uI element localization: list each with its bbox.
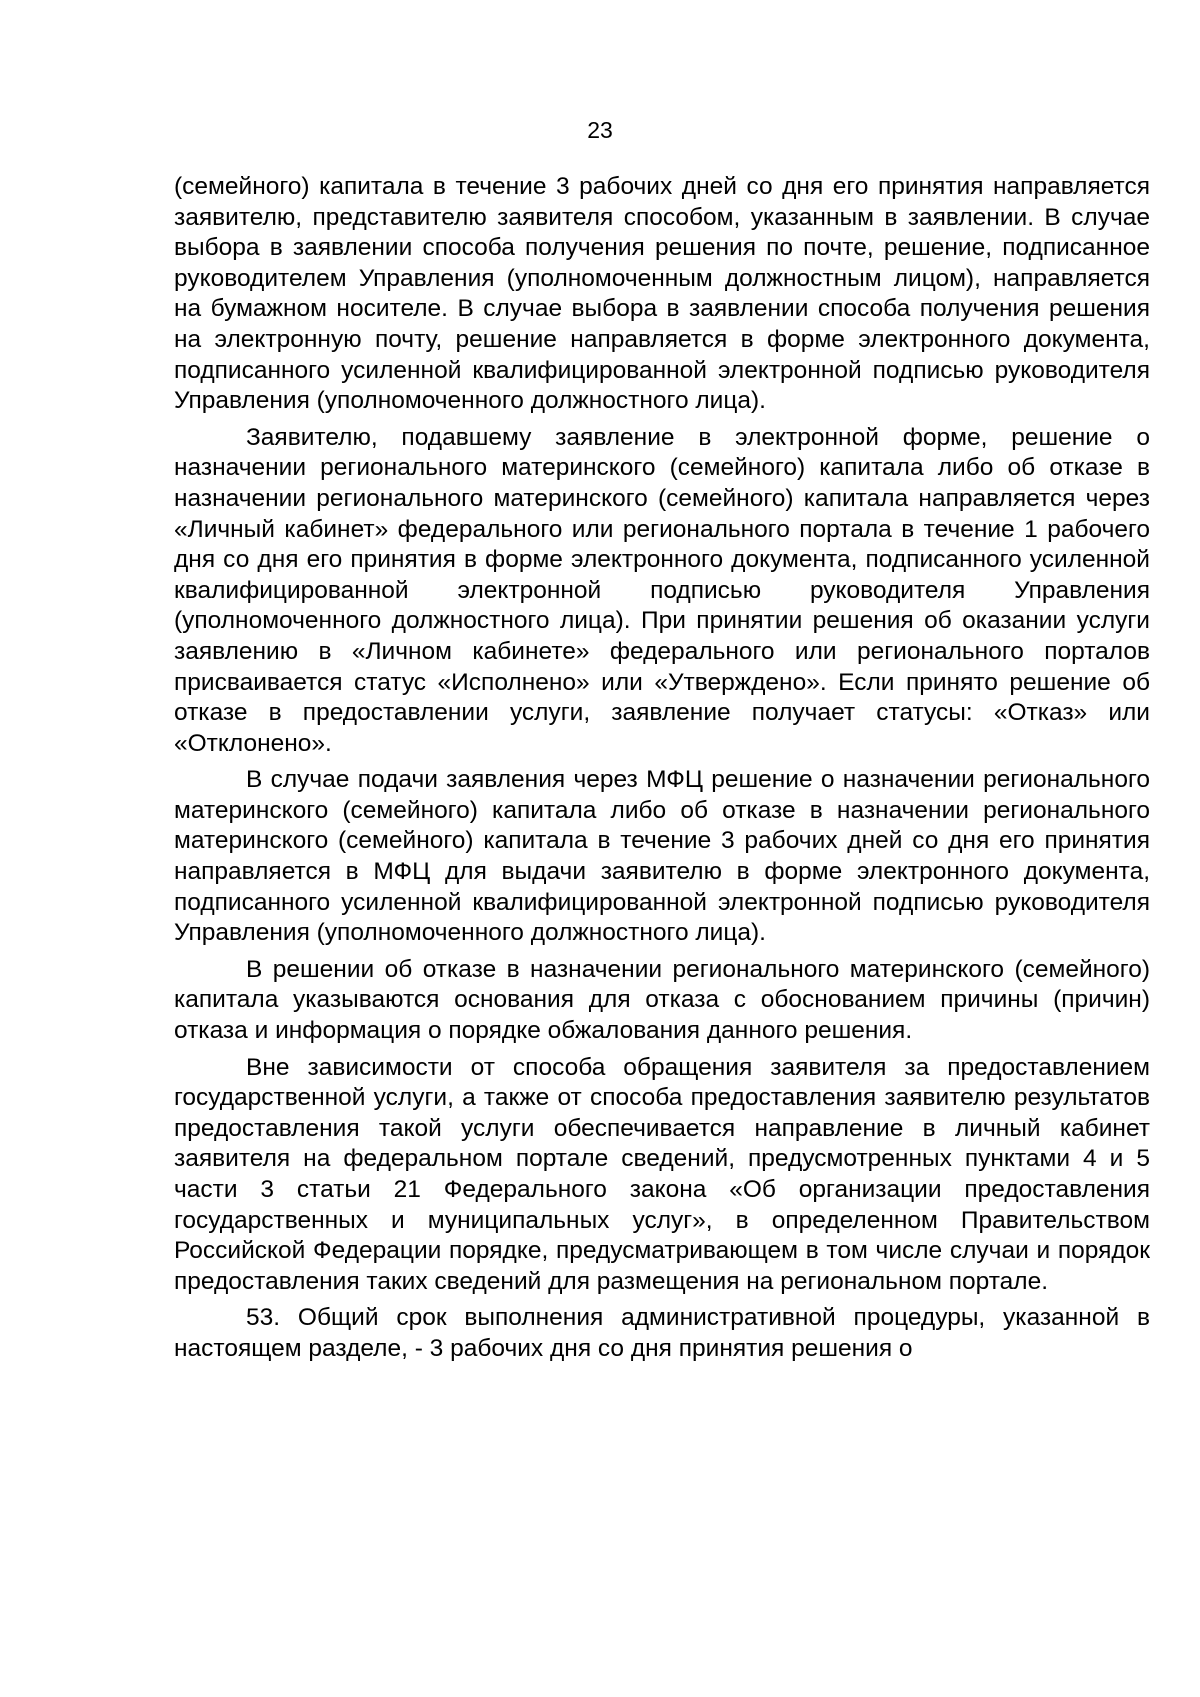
document-body [174,172,1150,1371]
page-number: 23 [587,117,613,143]
paragraph-5: Вне зависимости от способа обращения заявителя за предоставлением государственной услуги, а также от способа предоставления заявителю результатов предоставления такой услуги обеспечивается направление в личный кабинет заявителя на федеральном портале сведений, предусмотренных пунктами 4 и 5 части 3 статьи 21 Федерального закона «Об организации предоставления государственных и муниципальных услуг», в определенном Правительством Российской Федерации порядке, предусматривающем в том числе случаи и порядок предоставления таких сведений для размещения на региональном портале. [174,1053,1150,1295]
paragraph-4: В решении об отказе в назначении регионального материнского (семейного) капитала указываются основания для отказа с обоснованием причины (причин) отказа и информация о порядке обжалования данного решения. [174,955,1150,1045]
paragraph-6: 53. Общий срок выполнения административной процедуры, указанной в настоящем разделе, - 3 рабочих дня со дня принятия решения о [174,1304,1150,1362]
paragraph-1: (семейного) капитала в течение 3 рабочих дней со дня его принятия направляется заявителю, представителю заявителя способом, указанным в заявлении. В случае выбора в заявлении способа получения решения по почте, решение, подписанное руководителем Управления (уполномоченным должностным лицом), направляется на бумажном носителе. В случае выбора в заявлении способа получения решения на электронную почту, решение направляется в форме электронного документа, подписанного усиленной квалифицированной электронной подписью руководителя Управления (уполномоченного должностного лица). [174,173,1150,415]
paragraph-3: В случае подачи заявления через МФЦ решение о назначении регионального материнского (семейного) капитала либо об отказе в назначении регионального материнского (семейного) капитала в течение 3 рабочих дней со дня его принятия направляется в МФЦ для выдачи заявителю в форме электронного документа, подписанного усиленной квалифицированной электронной подписью руководителя Управления (уполномоченного должностного лица). [174,766,1150,947]
paragraph-2: Заявителю, подавшему заявление в электронной форме, решение о назначении регионального материнского (семейного) капитала либо об отказе в назначении регионального материнского (семейного) капитала направляется через «Личный кабинет» федерального или регионального портала в течение 1 рабочего дня со дня его принятия в форме электронного документа, подписанного усиленной квалифицированной электронной подписью руководителя Управления (уполномоченного должностного лица). При принятии решения об оказании услуги заявлению в «Личном кабинете» федерального или регионального порталов присваивается статус «Исполнено» или «Утверждено». Если принято решение об отказе в предоставлении услуги, заявление получает статусы: «Отказ» или «Отклонено». [174,423,1150,757]
